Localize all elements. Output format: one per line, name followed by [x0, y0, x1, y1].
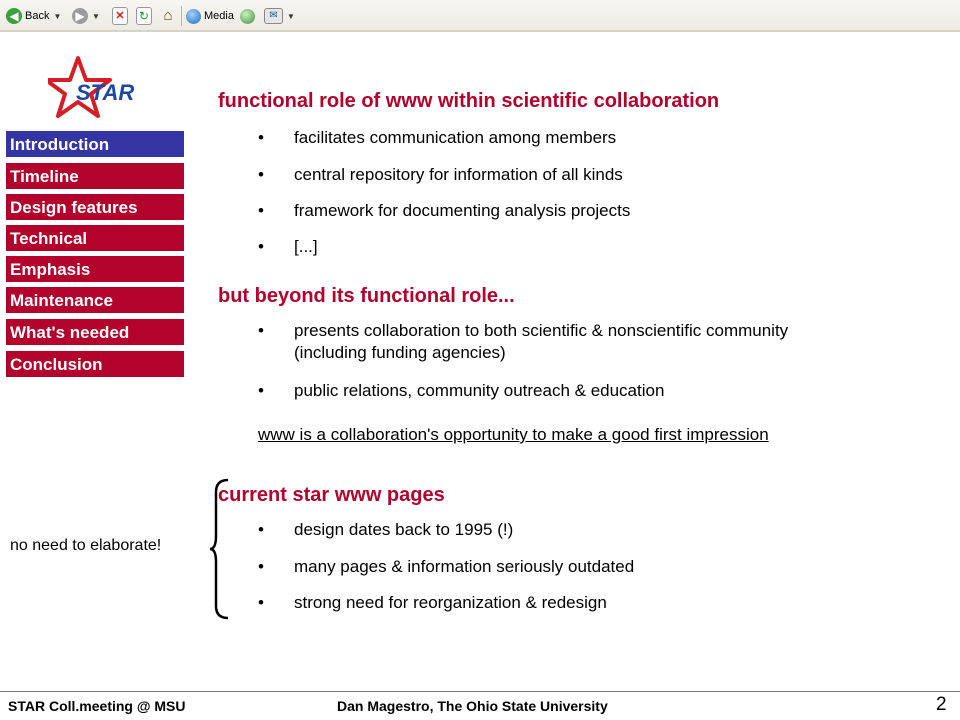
bullet-text: strong need for reorganization & redesign [294, 593, 607, 612]
mail-button[interactable] [264, 5, 295, 27]
bullet-dot: • [258, 557, 264, 576]
history-button[interactable] [240, 5, 255, 27]
star-logo-text: STAR [76, 80, 135, 105]
forward-dropdown-icon[interactable]: ▼ [92, 11, 100, 21]
back-label: Back [25, 10, 50, 22]
bullet-text: many pages & information seriously outdated [294, 557, 635, 576]
section-heading-current-star-pages: current star www pages [218, 484, 445, 506]
browser-toolbar [0, 0, 960, 32]
bullet-dot: • [258, 593, 264, 612]
media-label: Media [204, 10, 234, 22]
nav-item-technical[interactable]: Technical [5, 224, 185, 252]
mail-dropdown-icon[interactable]: ▼ [287, 11, 295, 21]
back-dropdown-icon[interactable]: ▼ [53, 11, 62, 21]
bullet-text: presents collaboration to both scientific & nonscientific community (including funding agencies) [294, 321, 789, 362]
refresh-button[interactable] [136, 5, 152, 27]
media-globe-icon [186, 9, 201, 24]
bullet-text: [...] [294, 237, 318, 256]
footer-author: Dan Magestro, The Ohio State University [337, 698, 608, 714]
nav-item-design-features[interactable]: Design features [5, 193, 185, 221]
footer-divider [0, 691, 960, 692]
nav-item-whats-needed[interactable]: What's needed [5, 318, 185, 346]
bullet-dot: • [258, 237, 264, 256]
aside-note: no need to elaborate! [10, 537, 162, 554]
bullet-text: facilitates communication among members [294, 128, 617, 147]
stop-button[interactable] [112, 5, 128, 27]
forward-button[interactable] [72, 5, 100, 27]
forward-arrow-icon: ▶ [72, 8, 88, 24]
bullet-text: central repository for information of all kinds [294, 165, 623, 184]
nav-item-maintenance[interactable]: Maintenance [5, 286, 185, 314]
first-impression-note: www is a collaboration's opportunity to make a good first impression [258, 425, 769, 444]
nav-item-introduction[interactable]: Introduction [5, 130, 185, 158]
toolbar-separator [181, 6, 182, 26]
curly-brace [208, 478, 230, 620]
media-button[interactable] [186, 5, 234, 27]
nav-item-timeline[interactable]: Timeline [5, 162, 185, 190]
nav-item-emphasis[interactable]: Emphasis [5, 255, 185, 283]
home-button[interactable] [160, 5, 176, 27]
star-logo [48, 52, 144, 122]
bullet-dot: • [258, 321, 264, 340]
page-number: 2 [936, 694, 947, 715]
bullet-dot: • [258, 201, 264, 220]
mail-icon: ✉ [264, 8, 283, 24]
refresh-icon: ↻ [136, 7, 152, 25]
home-icon: ⌂ [163, 7, 173, 24]
section-heading-beyond-functional-role: but beyond its functional role... [218, 285, 515, 307]
section-heading-functional-role: functional role of www within scientific collaboration [218, 90, 720, 112]
bullet-text: framework for documenting analysis projects [294, 201, 631, 220]
nav-item-conclusion[interactable]: Conclusion [5, 350, 185, 378]
bullet-text: design dates back to 1995 (!) [294, 520, 514, 539]
back-button[interactable] [6, 5, 61, 27]
bullet-dot: • [258, 520, 264, 539]
back-arrow-icon: ◀ [6, 8, 22, 24]
footer-meeting: STAR Coll.meeting @ MSU [8, 698, 186, 714]
bullet-dot: • [258, 165, 264, 184]
bullet-dot: • [258, 381, 264, 400]
history-icon [240, 9, 255, 24]
bullet-dot: • [258, 128, 264, 147]
bullet-text: public relations, community outreach & education [294, 381, 665, 400]
stop-icon: ✕ [112, 7, 128, 25]
